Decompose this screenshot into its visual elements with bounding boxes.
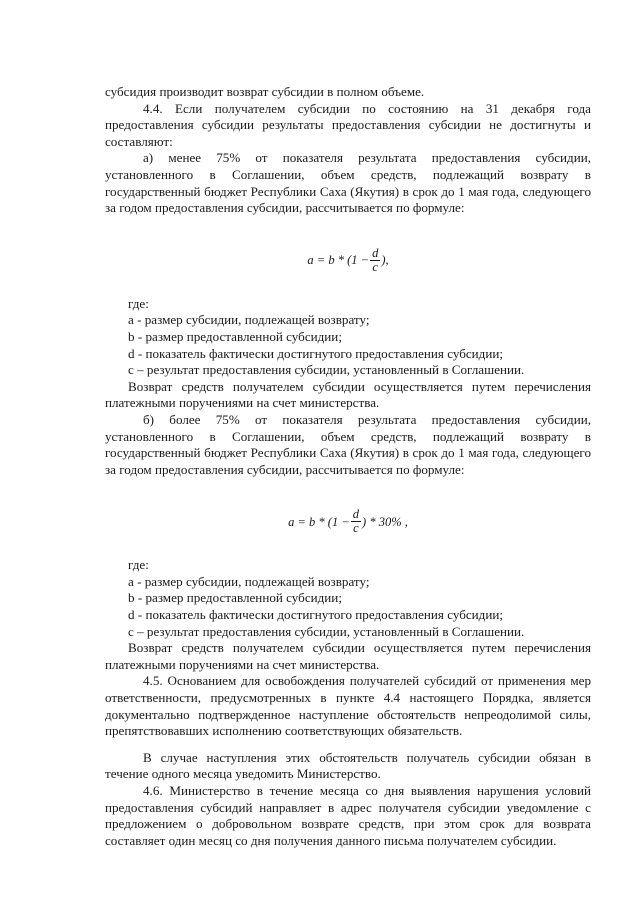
definition-item: b - размер предоставленной субсидии; — [128, 590, 342, 606]
formula-denominator: c — [372, 259, 378, 274]
definition-item: с – результат предоставления субсидии, установленный в Соглашении. — [128, 362, 525, 378]
document-page — [105, 84, 591, 849]
paragraph-case-b: б) более 75% от показателя результата предоставления субсидии, установленного в Соглашении, объем средств, подлежащий возврату в государственный бюджет Республики Саха (Якутия) в срок до 1 мая года, следующего за годом предоставления субсидии, рассчитывается по формуле: — [105, 411, 591, 477]
formula-fraction — [370, 247, 380, 274]
paragraph-case-a: а) менее 75% от показателя результата предоставления субсидии, установленного в Соглашении, объем средств, подлежащий возврату в государственный бюджет Республики Саха (Якутия) в срок до 1 мая года, следующего за годом предоставления субсидии, рассчитывается по формуле: — [105, 150, 591, 216]
paragraph-return-method-a: Возврат средств получателем субсидии осуществляется путем перечисления платежными поручениями на счет министерства. — [105, 378, 591, 411]
variable-definitions-a — [105, 312, 591, 378]
definition-item: а - размер субсидии, подлежащей возврату; — [128, 312, 370, 328]
definition-item: а - размер субсидии, подлежащей возврату; — [128, 573, 370, 589]
formula-numerator: d — [372, 245, 379, 260]
formula-numerator: d — [352, 507, 360, 522]
formula-case-b — [105, 508, 591, 535]
paragraph-4-4: 4.4. Если получателем субсидии по состоянию на 31 декабря года предоставления субсидии результаты предоставления субсидии не достигнуты и составляют: — [105, 100, 591, 149]
paragraph-subsidy-return-full: субсидия производит возврат субсидии в полном объеме. — [105, 84, 425, 99]
paragraph-4-6: 4.6. Министерство в течение месяца со дня выявления нарушения условий предоставления субсидий направляет в адрес получателя субсидии уведомление с предложением о добровольном возврате средств, при этом срок для возврата составляет один месяц со дня получения данного письма получателем субсидии. — [105, 783, 591, 848]
definition-item: с – результат предоставления субсидии, установленный в Соглашении. — [128, 623, 525, 639]
formula-lhs: a = b * (1 − — [307, 253, 370, 268]
where-label: где: — [128, 295, 149, 311]
formula-lhs: a = b * (1 − — [288, 514, 350, 529]
definition-item: d - показатель фактически достигнутого предоставления субсидии; — [128, 345, 504, 361]
formula-case-a — [105, 247, 591, 274]
paragraph-4-5: 4.5. Основанием для освобождения получателей субсидий от применения мер ответственности, предусмотренных в пункте 4.4 настоящего Порядка, является документально подтвержденное наступление обстоятельств непреодолимой силы, препятствовавших исполнению соответствующих обязательств. — [105, 673, 591, 739]
formula-rhs: ) * 30% , — [362, 514, 408, 529]
paragraph-notification-duty: В случае наступления этих обстоятельств получатель субсидии обязан в течение одного месяца уведомить Министерство. — [105, 749, 591, 782]
definition-item: d - показатель фактически достигнутого предоставления субсидии; — [128, 607, 504, 623]
where-label: где: — [128, 557, 149, 573]
definition-item: b - размер предоставленной субсидии; — [128, 328, 342, 344]
formula-denominator: c — [353, 521, 359, 536]
variable-definitions-b — [105, 574, 591, 640]
formula-rhs: ), — [381, 253, 389, 268]
formula-fraction — [351, 508, 361, 535]
paragraph-return-method-b: Возврат средств получателем субсидии осуществляется путем перечисления платежными поручениями на счет министерства. — [105, 640, 591, 672]
